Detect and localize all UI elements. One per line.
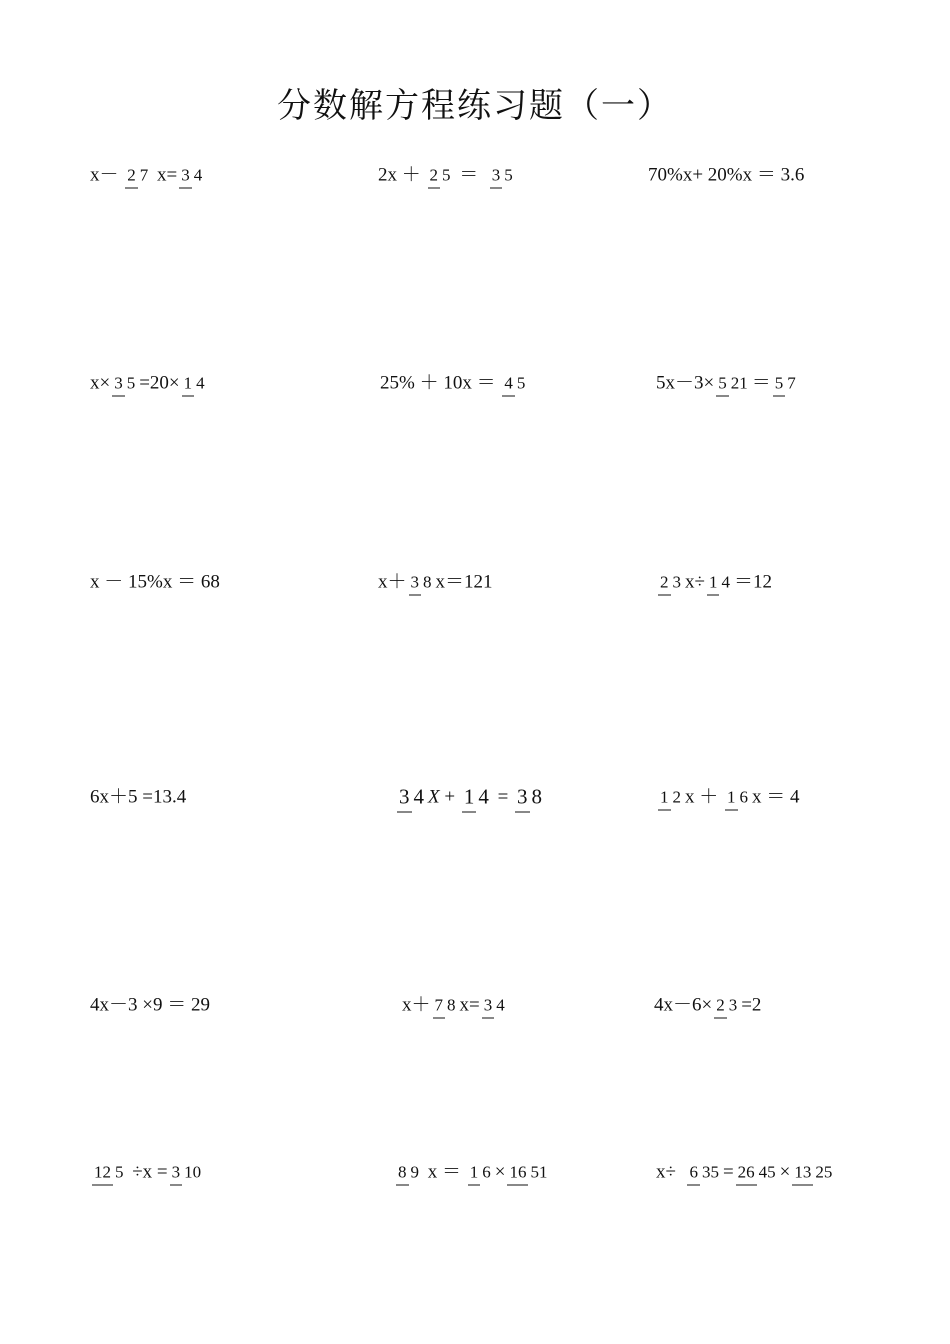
fraction-numerator: 1 bbox=[725, 788, 738, 811]
fraction-denominator: 6 bbox=[739, 787, 749, 807]
equation-text: x＝121 bbox=[435, 571, 493, 593]
fraction-numerator: 2 bbox=[125, 166, 138, 189]
fraction-denominator: 7 bbox=[787, 373, 796, 393]
fraction-numerator: 3 bbox=[515, 785, 530, 813]
fraction bbox=[396, 1164, 421, 1181]
fraction-denominator: 5 bbox=[442, 165, 451, 185]
fraction bbox=[507, 1164, 549, 1181]
fraction bbox=[658, 789, 683, 806]
equation-text: x＋ bbox=[378, 571, 407, 593]
equation-text: 2x ＋ bbox=[378, 164, 426, 186]
fraction bbox=[409, 574, 434, 591]
fraction-numerator: 26 bbox=[736, 1163, 757, 1186]
equation-e15 bbox=[654, 996, 761, 1015]
fraction-denominator: 9 bbox=[410, 1162, 419, 1182]
fraction-numerator: 3 bbox=[409, 573, 422, 596]
fraction-denominator: 4 bbox=[196, 373, 205, 393]
equation-e13 bbox=[90, 996, 210, 1015]
fraction-numerator: 4 bbox=[502, 374, 515, 397]
equation-text: 4x－3 ×9 ＝ 29 bbox=[90, 994, 210, 1016]
fraction-numerator: 5 bbox=[773, 374, 786, 397]
fraction-denominator: 10 bbox=[184, 1162, 202, 1182]
equation-text: X bbox=[428, 786, 440, 808]
equation-text: 25% ＋ 10x ＝ bbox=[380, 372, 501, 394]
fraction-numerator: 1 bbox=[182, 374, 195, 397]
fraction-numerator: 3 bbox=[112, 374, 125, 397]
fraction bbox=[725, 789, 750, 806]
equation-e6 bbox=[656, 374, 800, 393]
equation-text: ＝12 bbox=[733, 571, 772, 593]
equation-text: 70%x+ 20%x ＝ 3.6 bbox=[648, 164, 805, 186]
equation-e16 bbox=[90, 1163, 205, 1182]
fraction bbox=[736, 1164, 778, 1181]
fraction-numerator: 1 bbox=[707, 573, 720, 596]
equation-text: x= bbox=[459, 994, 480, 1016]
fraction-numerator: 3 bbox=[397, 785, 412, 813]
equation-text: x× bbox=[90, 372, 111, 394]
fraction bbox=[707, 574, 732, 591]
fraction-denominator: 7 bbox=[139, 165, 149, 185]
fraction-numerator: 2 bbox=[658, 573, 671, 596]
fraction bbox=[433, 997, 458, 1014]
fraction-numerator: 8 bbox=[396, 1163, 409, 1186]
equation-e9 bbox=[656, 573, 772, 592]
fraction-denominator: 5 bbox=[516, 373, 526, 393]
equation-text: =2 bbox=[741, 994, 762, 1016]
equation-text: x － 15%x ＝ 68 bbox=[90, 571, 220, 593]
fraction-denominator: 4 bbox=[193, 165, 203, 185]
fraction bbox=[714, 997, 739, 1014]
equation-text: x÷ bbox=[685, 571, 705, 593]
fraction-denominator: 4 bbox=[496, 995, 505, 1015]
fraction-denominator: 45 bbox=[758, 1162, 776, 1182]
fraction-numerator: 3 bbox=[482, 996, 495, 1019]
fraction-denominator: 8 bbox=[423, 572, 432, 592]
fraction-denominator: 4 bbox=[413, 784, 424, 809]
equation-e1 bbox=[90, 166, 206, 185]
fraction-denominator: 5 bbox=[126, 373, 136, 393]
fraction-numerator: 3 bbox=[179, 166, 192, 189]
fraction-numerator: 7 bbox=[433, 996, 446, 1019]
equation-text: × bbox=[494, 1161, 506, 1183]
fraction bbox=[502, 375, 527, 392]
fraction-denominator: 6 bbox=[482, 1162, 491, 1182]
fraction-denominator: 4 bbox=[478, 784, 489, 809]
fraction-denominator: 25 bbox=[815, 1162, 833, 1182]
equation-text: × bbox=[779, 1161, 791, 1183]
equation-text: x÷ bbox=[656, 1161, 686, 1183]
fraction bbox=[658, 574, 683, 591]
equation-text: =20× bbox=[139, 372, 180, 394]
equation-e7 bbox=[90, 573, 220, 592]
fraction-denominator: 3 bbox=[672, 572, 681, 592]
fraction-numerator: 1 bbox=[468, 1163, 481, 1186]
fraction-numerator: 2 bbox=[428, 166, 441, 189]
equation-text: ÷x = bbox=[127, 1161, 168, 1183]
fraction bbox=[125, 167, 150, 184]
fraction bbox=[490, 167, 515, 184]
equation-text: x ＝ bbox=[423, 1161, 466, 1183]
equation-text: 4x－6× bbox=[654, 994, 713, 1016]
fraction bbox=[482, 997, 507, 1014]
equation-e8 bbox=[378, 573, 493, 592]
equation-e4 bbox=[90, 374, 209, 393]
fraction-numerator: 16 bbox=[507, 1163, 528, 1186]
equation-text: 6x＋5 =13.4 bbox=[90, 786, 187, 808]
fraction-numerator: 12 bbox=[92, 1163, 113, 1186]
fraction-numerator: 3 bbox=[170, 1163, 183, 1186]
equation-e11 bbox=[395, 784, 546, 809]
equation-e10 bbox=[90, 788, 186, 807]
fraction-numerator: 1 bbox=[462, 785, 477, 813]
fraction bbox=[716, 375, 750, 392]
fraction bbox=[462, 784, 491, 809]
equation-text: ＝ bbox=[751, 372, 771, 394]
fraction-numerator: 5 bbox=[716, 374, 729, 397]
equation-text: x－ bbox=[90, 164, 124, 186]
fraction-denominator: 2 bbox=[672, 787, 681, 807]
fraction bbox=[468, 1164, 493, 1181]
equation-e17 bbox=[394, 1163, 551, 1182]
fraction-numerator: 2 bbox=[714, 996, 727, 1019]
fraction bbox=[515, 784, 544, 809]
fraction-denominator: 3 bbox=[728, 995, 738, 1015]
fraction-numerator: 6 bbox=[687, 1163, 700, 1186]
fraction bbox=[92, 1164, 126, 1181]
fraction-numerator: 3 bbox=[490, 166, 503, 189]
fraction bbox=[428, 167, 453, 184]
equation-text: x= bbox=[152, 164, 178, 186]
fraction-denominator: 21 bbox=[730, 373, 748, 393]
page-title: 分数解方程练习题（一） bbox=[277, 88, 673, 125]
equation-text: + bbox=[439, 786, 460, 808]
fraction-denominator: 5 bbox=[115, 1162, 124, 1182]
equation-text: = bbox=[722, 1161, 734, 1183]
fraction-numerator: 13 bbox=[792, 1163, 813, 1186]
fraction-denominator: 5 bbox=[504, 165, 513, 185]
fraction bbox=[397, 784, 426, 809]
fraction bbox=[773, 375, 798, 392]
equation-e12 bbox=[656, 788, 800, 807]
fraction bbox=[170, 1164, 204, 1181]
equation-e5 bbox=[380, 374, 529, 393]
equation-e18 bbox=[656, 1163, 836, 1182]
equation-text: ＝ bbox=[454, 164, 488, 186]
fraction-denominator: 4 bbox=[721, 572, 730, 592]
fraction-numerator: 1 bbox=[658, 788, 671, 811]
fraction-denominator: 8 bbox=[447, 995, 456, 1015]
fraction bbox=[179, 167, 204, 184]
fraction-denominator: 51 bbox=[530, 1162, 548, 1182]
equation-text: x ＋ bbox=[685, 786, 724, 808]
fraction bbox=[687, 1164, 721, 1181]
equation-e2 bbox=[378, 166, 517, 185]
fraction-denominator: 8 bbox=[531, 784, 543, 809]
equation-text: 5x－3× bbox=[656, 372, 715, 394]
fraction bbox=[112, 375, 137, 392]
equation-text: x ＝ 4 bbox=[752, 786, 800, 808]
fraction bbox=[182, 375, 207, 392]
equation-text: = bbox=[492, 786, 514, 808]
equation-text: x＋ bbox=[402, 994, 431, 1016]
fraction-denominator: 35 bbox=[701, 1162, 719, 1182]
fraction bbox=[792, 1164, 834, 1181]
equation-e3 bbox=[648, 166, 804, 185]
equation-e14 bbox=[402, 996, 509, 1015]
